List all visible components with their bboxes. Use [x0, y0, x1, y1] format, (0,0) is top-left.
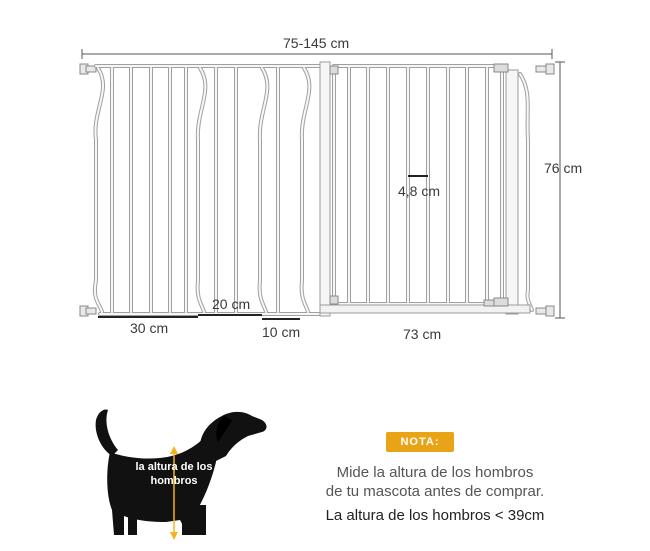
extension-30-label: 30 cm [130, 320, 169, 336]
shoulder-height-label: la altura de los hombros [135, 461, 213, 487]
note-line-3: La altura de los hombros < 39cm [325, 507, 545, 524]
note-badge: NOTA: [386, 432, 454, 452]
left-wall-mounts [80, 64, 96, 316]
extension-panels-highlight [95, 66, 322, 314]
bar-spacing-label: 4,8 cm [398, 183, 441, 199]
total-width-label: 75-145 cm [283, 35, 350, 51]
base-gate-label: 73 cm [403, 326, 442, 342]
note-line-2: de tu mascota antes de comprar. [325, 483, 545, 500]
height-label: 76 cm [544, 160, 583, 176]
height-dimension-line [555, 62, 565, 318]
note-line-1: Mide la altura de los hombros [336, 464, 534, 481]
extension-20-label: 20 cm [212, 296, 251, 312]
extension-10-label: 10 cm [262, 324, 301, 340]
right-wall-mounts [536, 64, 554, 316]
extension-panels [95, 66, 322, 314]
